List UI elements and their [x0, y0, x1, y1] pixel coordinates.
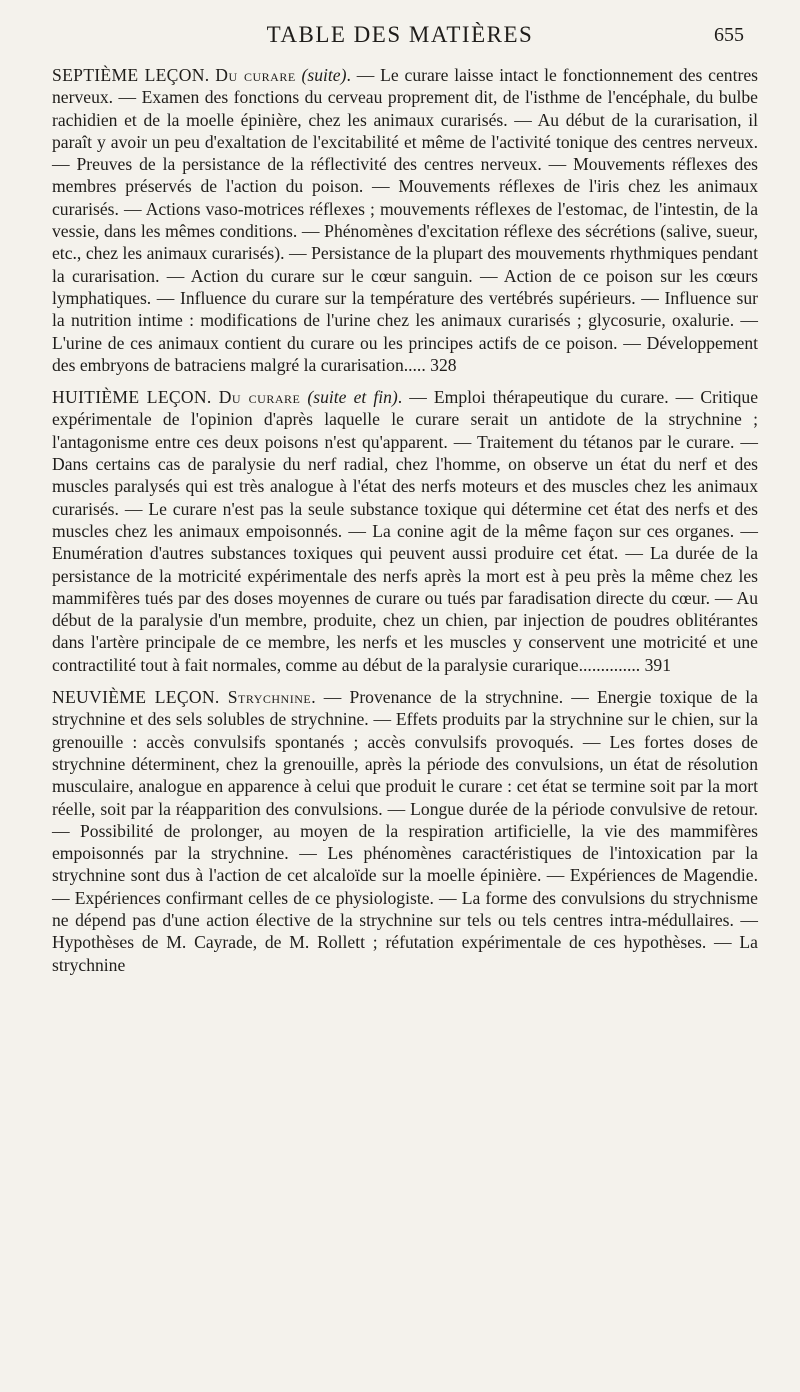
- running-head: [0, 18, 800, 54]
- lesson-subject: Du curare: [215, 65, 296, 85]
- lesson-summary: . — Provenance de la strychnine. — Energie toxique de la strychnine et des sels solubles de strychnine. — Effets produits par la strychnine sur le chien, sur la grenouille : accès convulsifs spontanés ; accès convulsifs provoqués. — Les fortes doses de strychnine déterminent, chez la grenouille, après la période des convulsions, un état de résolution musculaire, analogue en apparence à celui que produit le curare : cet état se termine soit par la mort réelle, soit par la réapparition des convulsions. — Longue durée de la période convulsive de retour. — Possibilité de prolonger, au moyen de la respiration artificielle, la vie des mammifères empoisonnés par la strychnine. — Les phénomènes caractéristiques de l'intoxication par la strychnine sont dus à l'action de cet alcaloïde sur la moelle épinière. — Expériences de Magendie. — Expériences confirmant celles de ce physiologiste. — La forme des convulsions du strychnisme ne dépend pas d'une action élective de la strychnine sur tels ou tels centres intra-médullaires. — Hypothèses de M. Cayrade, de M. Rollett ; réfutation expérimentale de ces hypothèses. — La strychnine: [52, 687, 758, 975]
- table-of-contents-body: [52, 64, 758, 986]
- running-head-title: TABLE DES MATIÈRES: [266, 22, 534, 47]
- lesson-summary: . — Emploi thérapeutique du curare. — Critique expérimentale de l'opinion d'après laquelle le curare serait un antidote de la strychnine ; l'antagonisme entre ces deux poisons n'est qu'apparent. — Traitement du tétanos par le curare. — Dans certains cas de paralysie du nerf radial, chez l'homme, on observe un état du nerf et des muscles paralysés qui est très analogue à l'état des nerfs moteurs et des muscles chez les animaux curarisés. — Le curare n'est pas la seule substance toxique qui détermine cet état des nerfs et des muscles chez les animaux empoisonnés. — La conine agit de la même façon sur ces organes. — Enumération d'autres substances toxiques qui peuvent aussi produire cet état. — La durée de la persistance de la motricité expérimentale des nerfs après la mort est à peu près la même chez les mammifères tués par des doses moyennes de curare ou tués par faradisation directe du cœur. — Au début de la paralysie d'un membre, produite, chez un chien, par injection de poudres oblitérantes dans l'artère principale de ce membre, les nerfs et les muscles y conservent une motricité et une contractilité tout à fait normales, comme au début de la paralysie curarique..............: [52, 387, 759, 675]
- lesson-page-reference: 328: [430, 354, 457, 375]
- toc-entry-lesson-8: [52, 386, 758, 676]
- lesson-heading: HUITIÈME LEÇON.: [52, 387, 212, 408]
- lesson-subject: Du curare: [218, 387, 301, 408]
- toc-entry-lesson-7: [52, 64, 758, 376]
- lesson-subject: Strychnine: [227, 687, 312, 708]
- toc-entry-lesson-9: [52, 686, 758, 976]
- page-number: 655: [714, 24, 744, 46]
- lesson-summary: . — Le curare laisse intact le fonctionnement des centres nerveux. — Examen des fonctions du cerveau proprement dit, de l'isthme de l'encéphale, du bulbe rachidien et de la moelle épinière, chez les animaux curarisés. — Au début de la curarisation, il paraît y avoir un peu d'exaltation de l'excitabilité et même de l'activité tonique des centres nerveux. — Preuves de la persistance de la réflectivité des centres nerveux. — Mouvements réflexes des membres préservés de l'action du poison. — Mouvements réflexes de l'iris chez les animaux curarisés. — Actions vaso-motrices réflexes ; mouvements réflexes de l'estomac, de l'intestin, de la vessie, dans les mêmes conditions. — Phénomènes d'excitation réflexe des sécrétions (salive, sueur, etc., chez les animaux curarisés). — Persistance de la plupart des mouvements rhythmiques pendant la curarisation. — Action du curare sur le cœur sanguin. — Action de ce poison sur les cœurs lymphatiques. — Influence du curare sur la température des vertébrés supérieurs. — Influence sur la nutrition intime : modifications de l'urine chez les animaux curarisés ; glycosurie, oxalurie. — L'urine de ces animaux contient du curare ou les principes actifs de ce poison. — Développement des embryons de batraciens malgré la curarisation.....: [52, 65, 758, 375]
- lesson-note: (suite et fin): [307, 387, 398, 408]
- lesson-heading: SEPTIÈME LEÇON.: [52, 65, 210, 85]
- lesson-page-reference: 391: [644, 654, 671, 675]
- lesson-note: (suite): [301, 65, 347, 85]
- lesson-heading: NEUVIÈME LEÇON.: [52, 687, 220, 708]
